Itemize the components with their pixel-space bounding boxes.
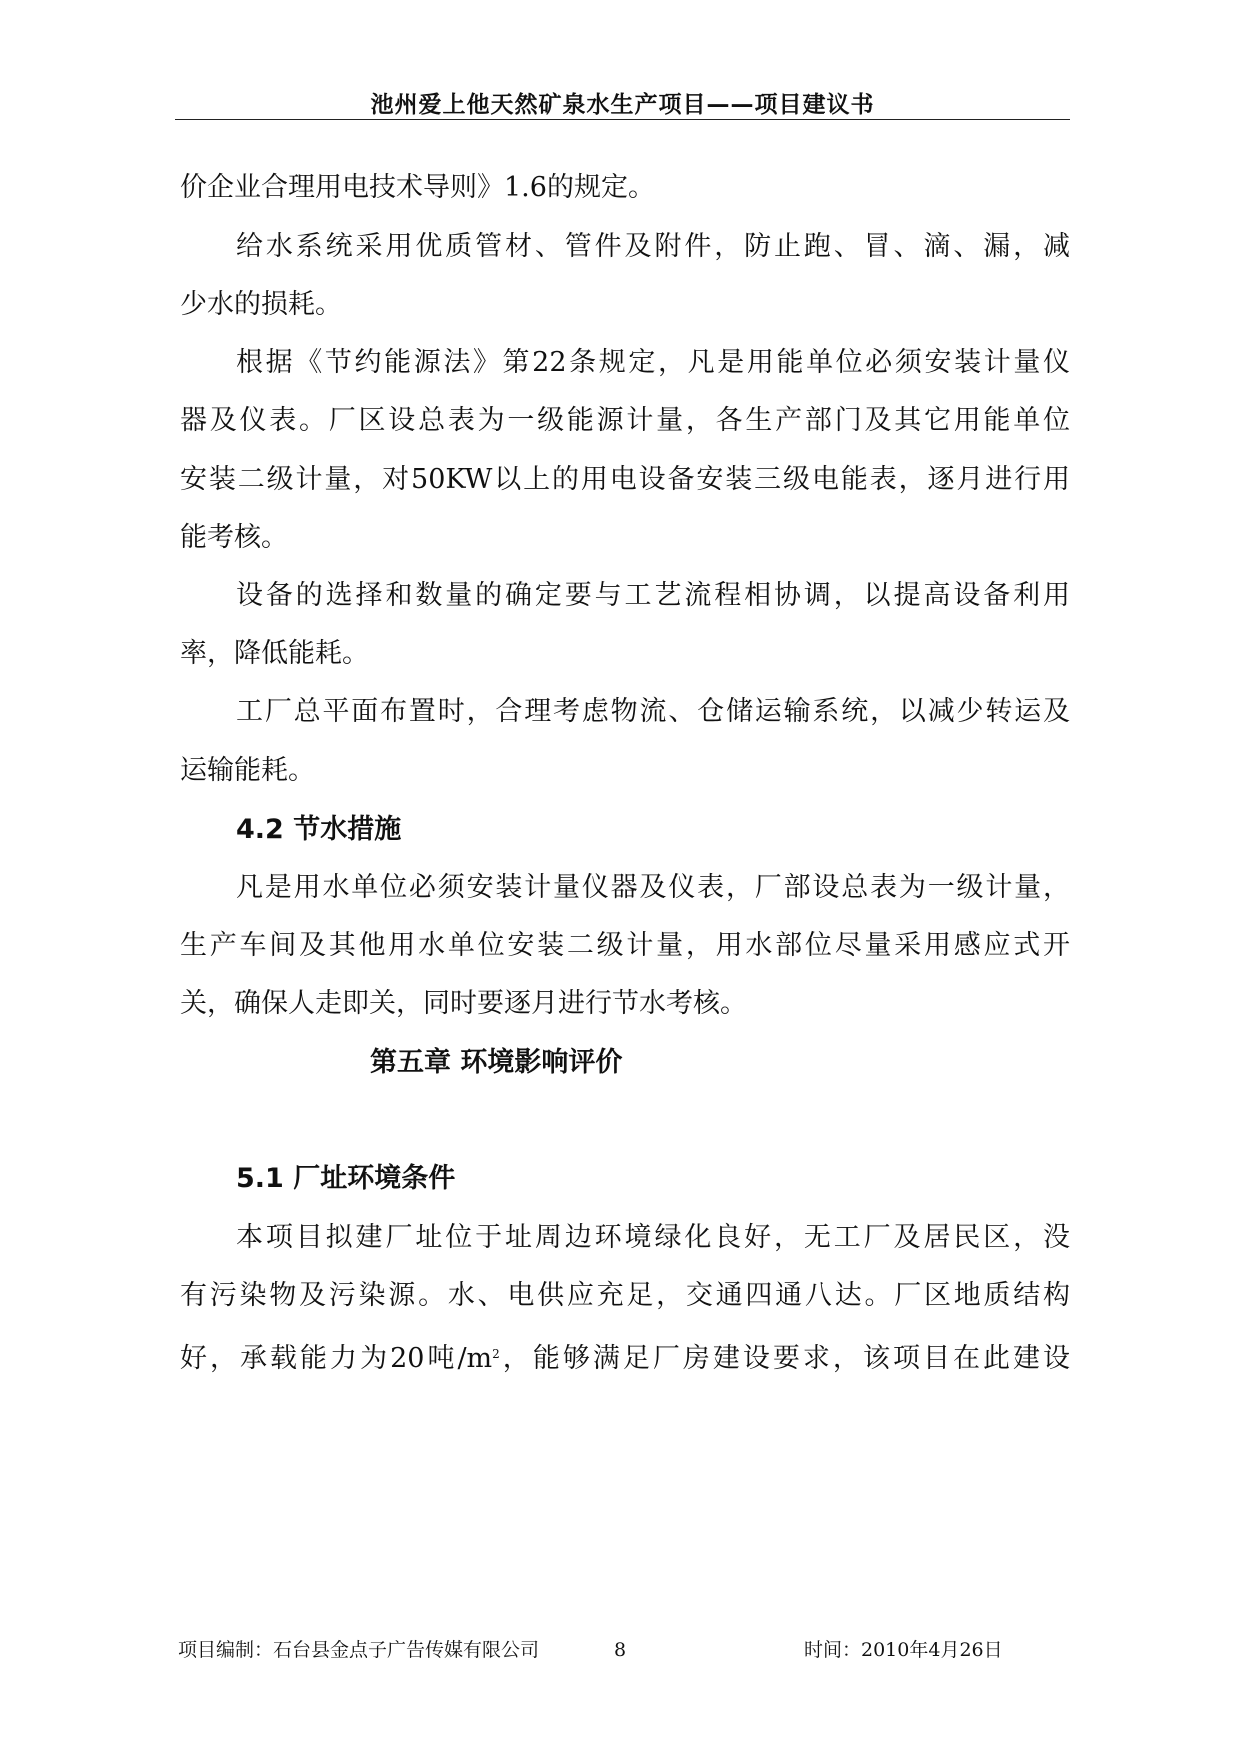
- paragraph-line: 关，确保人走即关，同时要逐月进行节水考核。: [180, 988, 747, 1019]
- paragraph-line: 生产车间及其他用水单位安装二级计量，用水部位尽量采用感应式开: [180, 930, 1070, 961]
- paragraph-line: 本项目拟建厂址位于址周边环境绿化良好，无工厂及居民区，没: [236, 1222, 1070, 1253]
- paragraph-line: 工厂总平面布置时，合理考虑物流、仓储运输系统，以减少转运及: [236, 696, 1070, 727]
- paragraph-line: 设备的选择和数量的确定要与工艺流程相协调，以提高设备利用: [236, 580, 1070, 611]
- paragraph-line: 凡是用水单位必须安装计量仪器及仪表，厂部设总表为一级计量，: [236, 872, 1070, 903]
- paragraph-line: 率，降低能耗。: [180, 638, 369, 669]
- section-heading-4-2: 4.2 节水措施: [236, 814, 402, 845]
- header-divider: [175, 119, 1070, 120]
- running-header: 池州爱上他天然矿泉水生产项目——项目建议书: [370, 92, 875, 118]
- superscript-two: 2: [492, 1347, 500, 1361]
- section-heading-5-1: 5.1 厂址环境条件: [236, 1163, 456, 1194]
- paragraph-line: 有污染物及污染源。水、电供应充足，交通四通八达。厂区地质结构: [180, 1280, 1070, 1311]
- footer-compiler: 项目编制：石台县金点子广告传媒有限公司: [178, 1639, 540, 1661]
- paragraph-line: 少水的损耗。: [180, 289, 342, 320]
- paragraph-line: 给水系统采用优质管材、管件及附件，防止跑、冒、滴、漏，减: [236, 231, 1070, 262]
- page-number: 8: [614, 1639, 627, 1661]
- paragraph-line: 根据《节约能源法》第22条规定，凡是用能单位必须安装计量仪: [236, 347, 1070, 378]
- footer-date: 时间：2010年4月26日: [804, 1639, 1003, 1661]
- load-capacity-text: 好，承载能力为20吨/m: [180, 1343, 493, 1374]
- chapter-title: 第五章 环境影响评价: [370, 1047, 623, 1078]
- paragraph-line: 器及仪表。厂区设总表为一级能源计量，各生产部门及其它用能单位: [180, 405, 1070, 436]
- paragraph-line: 安装二级计量，对50KW以上的用电设备安装三级电能表，逐月进行用: [180, 464, 1070, 495]
- paragraph-line: [180, 1334, 1070, 1374]
- paragraph-line: 能考核。: [180, 522, 288, 553]
- paragraph-line: 运输能耗。: [180, 755, 315, 786]
- paragraph-line-end: ，能够满足厂房建设要求，该项目在此建设: [499, 1343, 1070, 1374]
- paragraph-line: 价企业合理用电技术导则》1.6的规定。: [180, 172, 655, 203]
